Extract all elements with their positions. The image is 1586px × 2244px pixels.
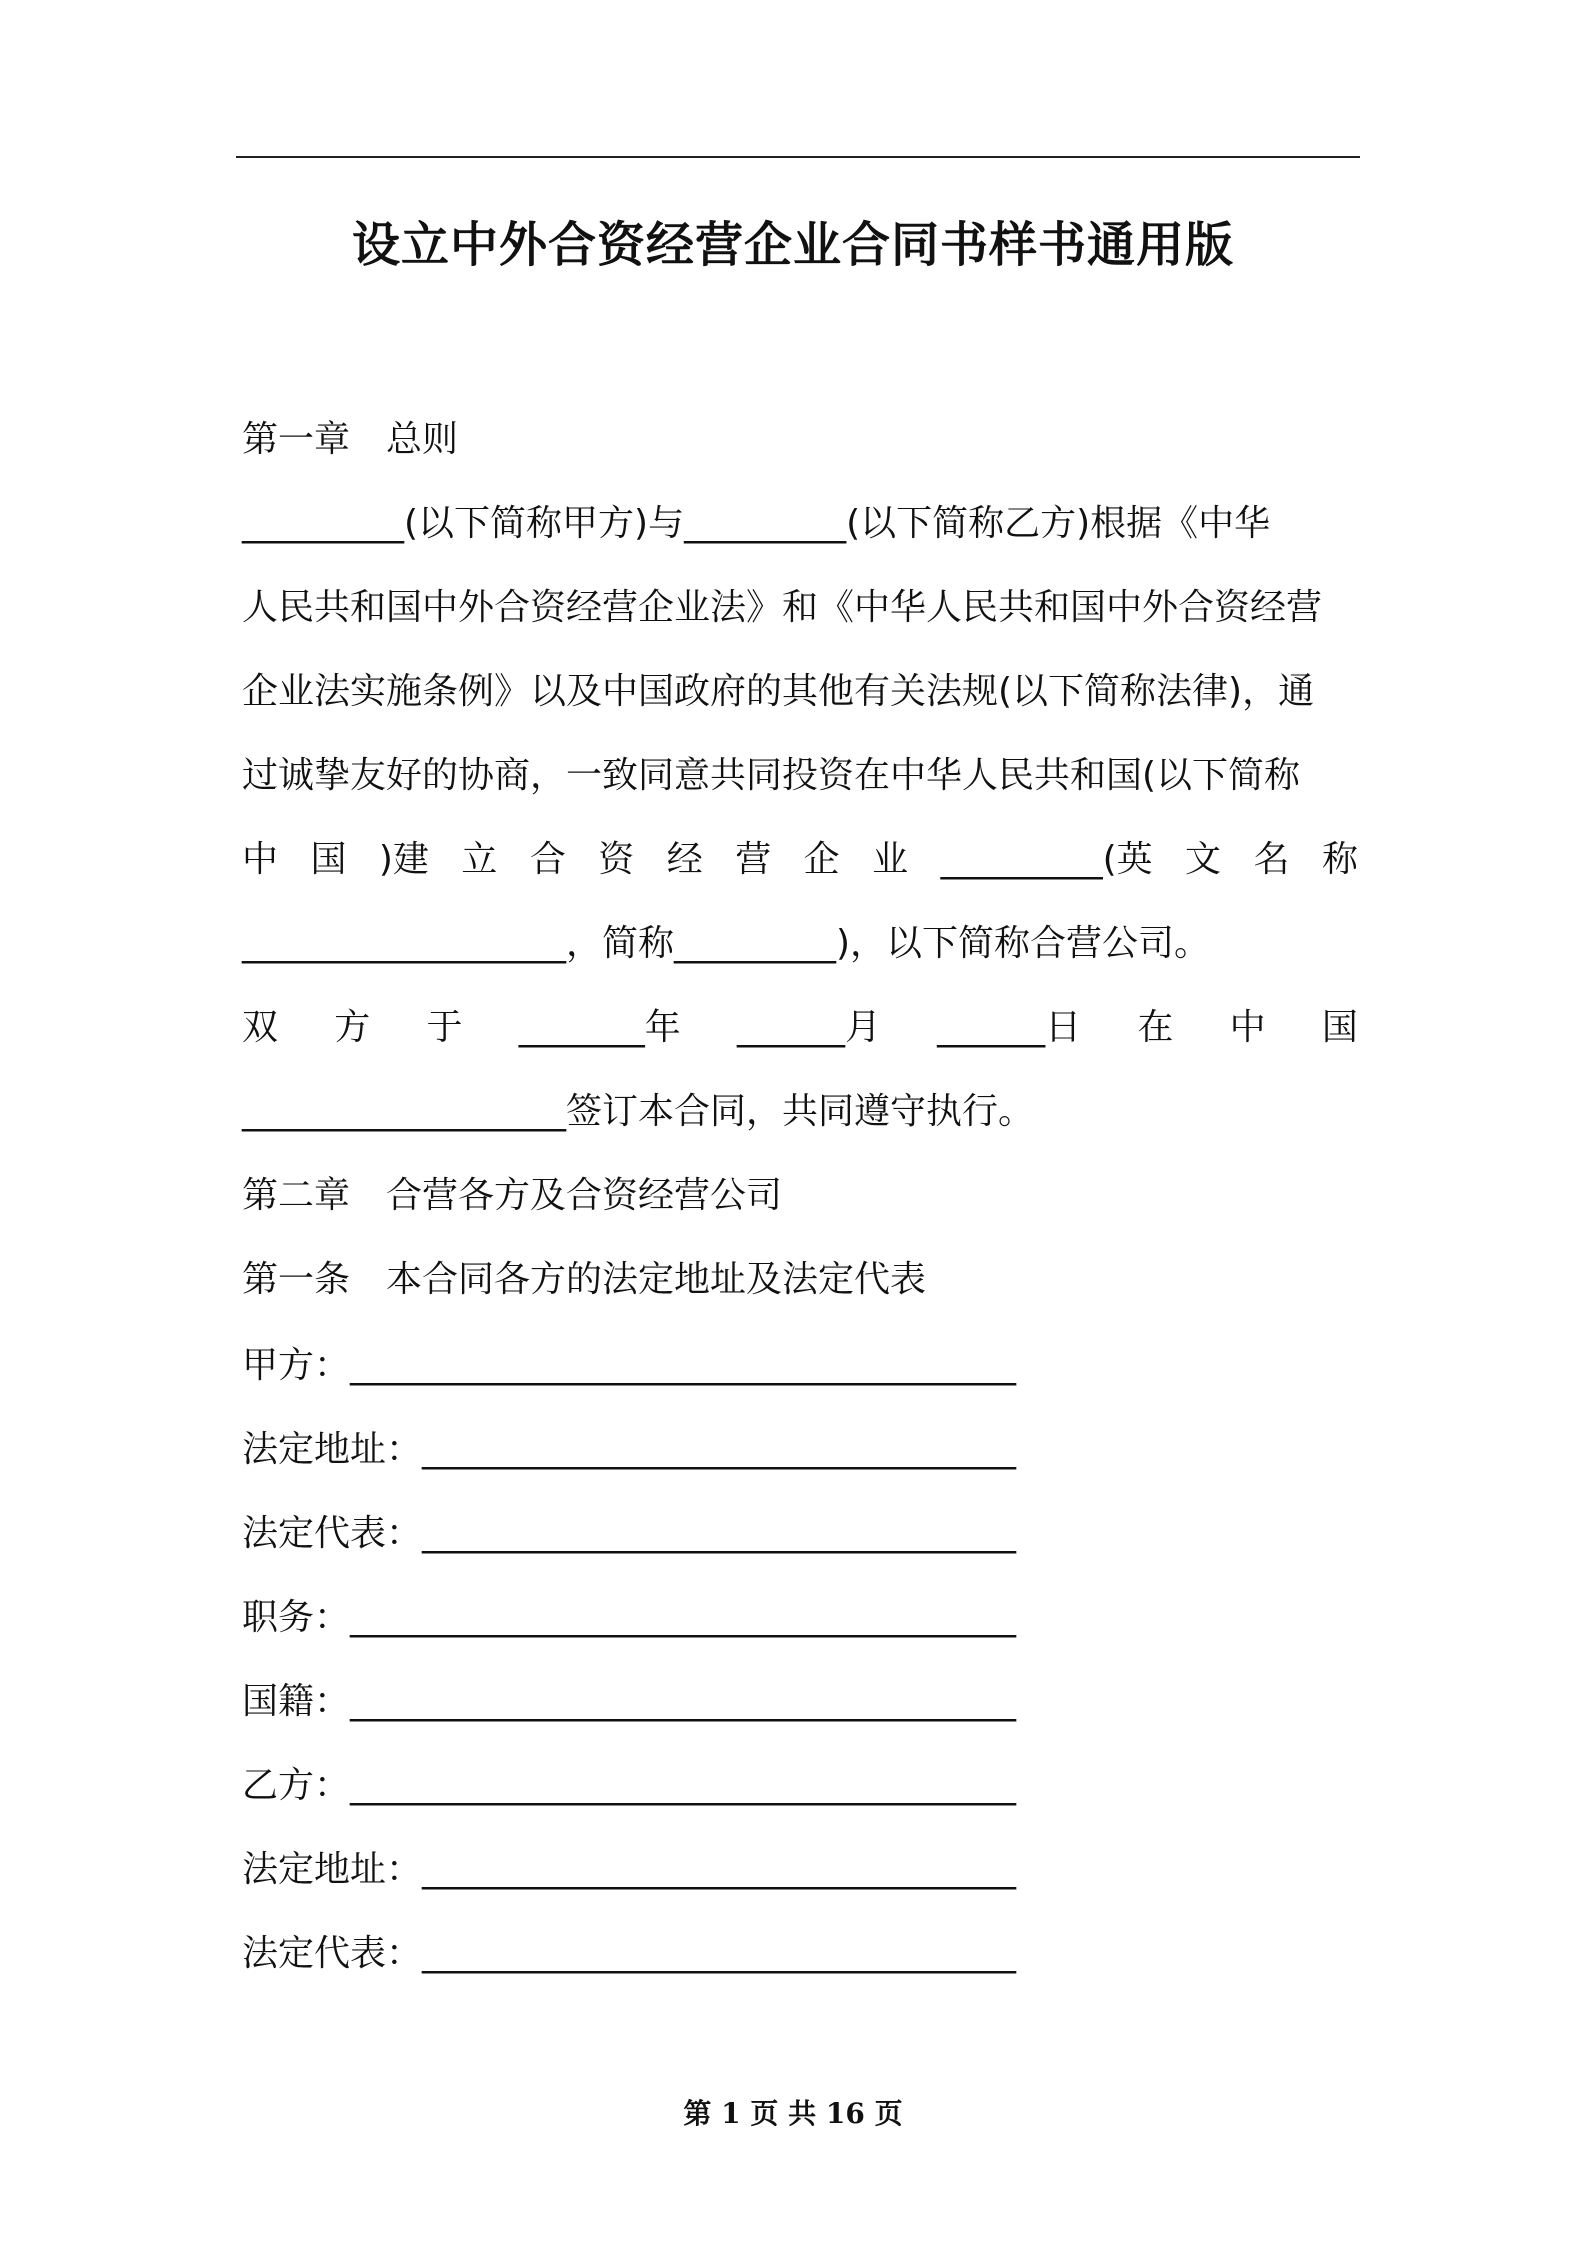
- word: 称: [1321, 839, 1358, 880]
- word: 中: [1229, 1007, 1266, 1048]
- word: 国: [1321, 1007, 1358, 1048]
- party-a-field: 甲方：_____________________________________: [242, 1345, 1017, 1386]
- page-footer: 第 1 页 共 16 页: [683, 2097, 903, 2130]
- paragraph-line: __________________，简称_________)，以下简称合营公司。: [242, 923, 1211, 964]
- word: 经: [666, 839, 703, 880]
- paragraph-line: 过诚挚友好的协商，一致同意共同投资在中华人民共和国(以下简称: [242, 755, 1301, 796]
- paragraph-line: __________________签订本合同，共同遵守执行。: [242, 1091, 1035, 1132]
- word: 国: [310, 839, 347, 880]
- paragraph-line-justified: [242, 834, 1358, 886]
- word: )建: [378, 839, 429, 880]
- word: 资: [598, 839, 635, 880]
- paragraph-line: 人民共和国中外合资经营企业法》和《中华人民共和国中外合资经营: [242, 587, 1323, 628]
- nationality-field: 国籍：_____________________________________: [242, 1681, 1017, 1722]
- paragraph-line: _________(以下简称甲方)与_________(以下简称乙方)根据《中华: [242, 503, 1271, 544]
- chapter2-heading: 第二章 合营各方及合资经营公司: [242, 1175, 783, 1216]
- word: 企: [803, 839, 840, 880]
- word: 在: [1137, 1007, 1174, 1048]
- header-rule: [236, 156, 1360, 158]
- word: 营: [735, 839, 772, 880]
- word: 方: [334, 1007, 371, 1048]
- word: 于: [426, 1007, 463, 1048]
- paragraph-line-justified: [242, 1002, 1358, 1054]
- word: 合: [529, 839, 566, 880]
- word: 名: [1253, 839, 1290, 880]
- word: 文: [1185, 839, 1222, 880]
- word: 立: [461, 839, 498, 880]
- document-title: 设立中外合资经营企业合同书样书通用版: [351, 217, 1234, 273]
- party-a-address-field: 法定地址：_________________________________: [242, 1429, 1017, 1470]
- word: 业: [872, 839, 909, 880]
- word: ______月: [736, 1007, 881, 1048]
- word: ______日: [937, 1007, 1082, 1048]
- word: _________(英: [940, 839, 1153, 880]
- party-b-field: 乙方：_____________________________________: [242, 1765, 1017, 1806]
- word: 中: [242, 839, 279, 880]
- paragraph-line: 企业法实施条例》以及中国政府的其他有关法规(以下简称法律)，通: [242, 671, 1315, 712]
- chapter1-heading: 第一章 总则: [242, 419, 459, 460]
- position-field: 职务：_____________________________________: [242, 1597, 1017, 1638]
- party-a-representative-field: 法定代表：_________________________________: [242, 1513, 1017, 1554]
- word: 双: [242, 1007, 279, 1048]
- party-b-representative-field: 法定代表：_________________________________: [242, 1933, 1017, 1974]
- article1-heading: 第一条 本合同各方的法定地址及法定代表: [242, 1259, 927, 1300]
- party-b-address-field: 法定地址：_________________________________: [242, 1849, 1017, 1890]
- word: _______年: [518, 1007, 681, 1048]
